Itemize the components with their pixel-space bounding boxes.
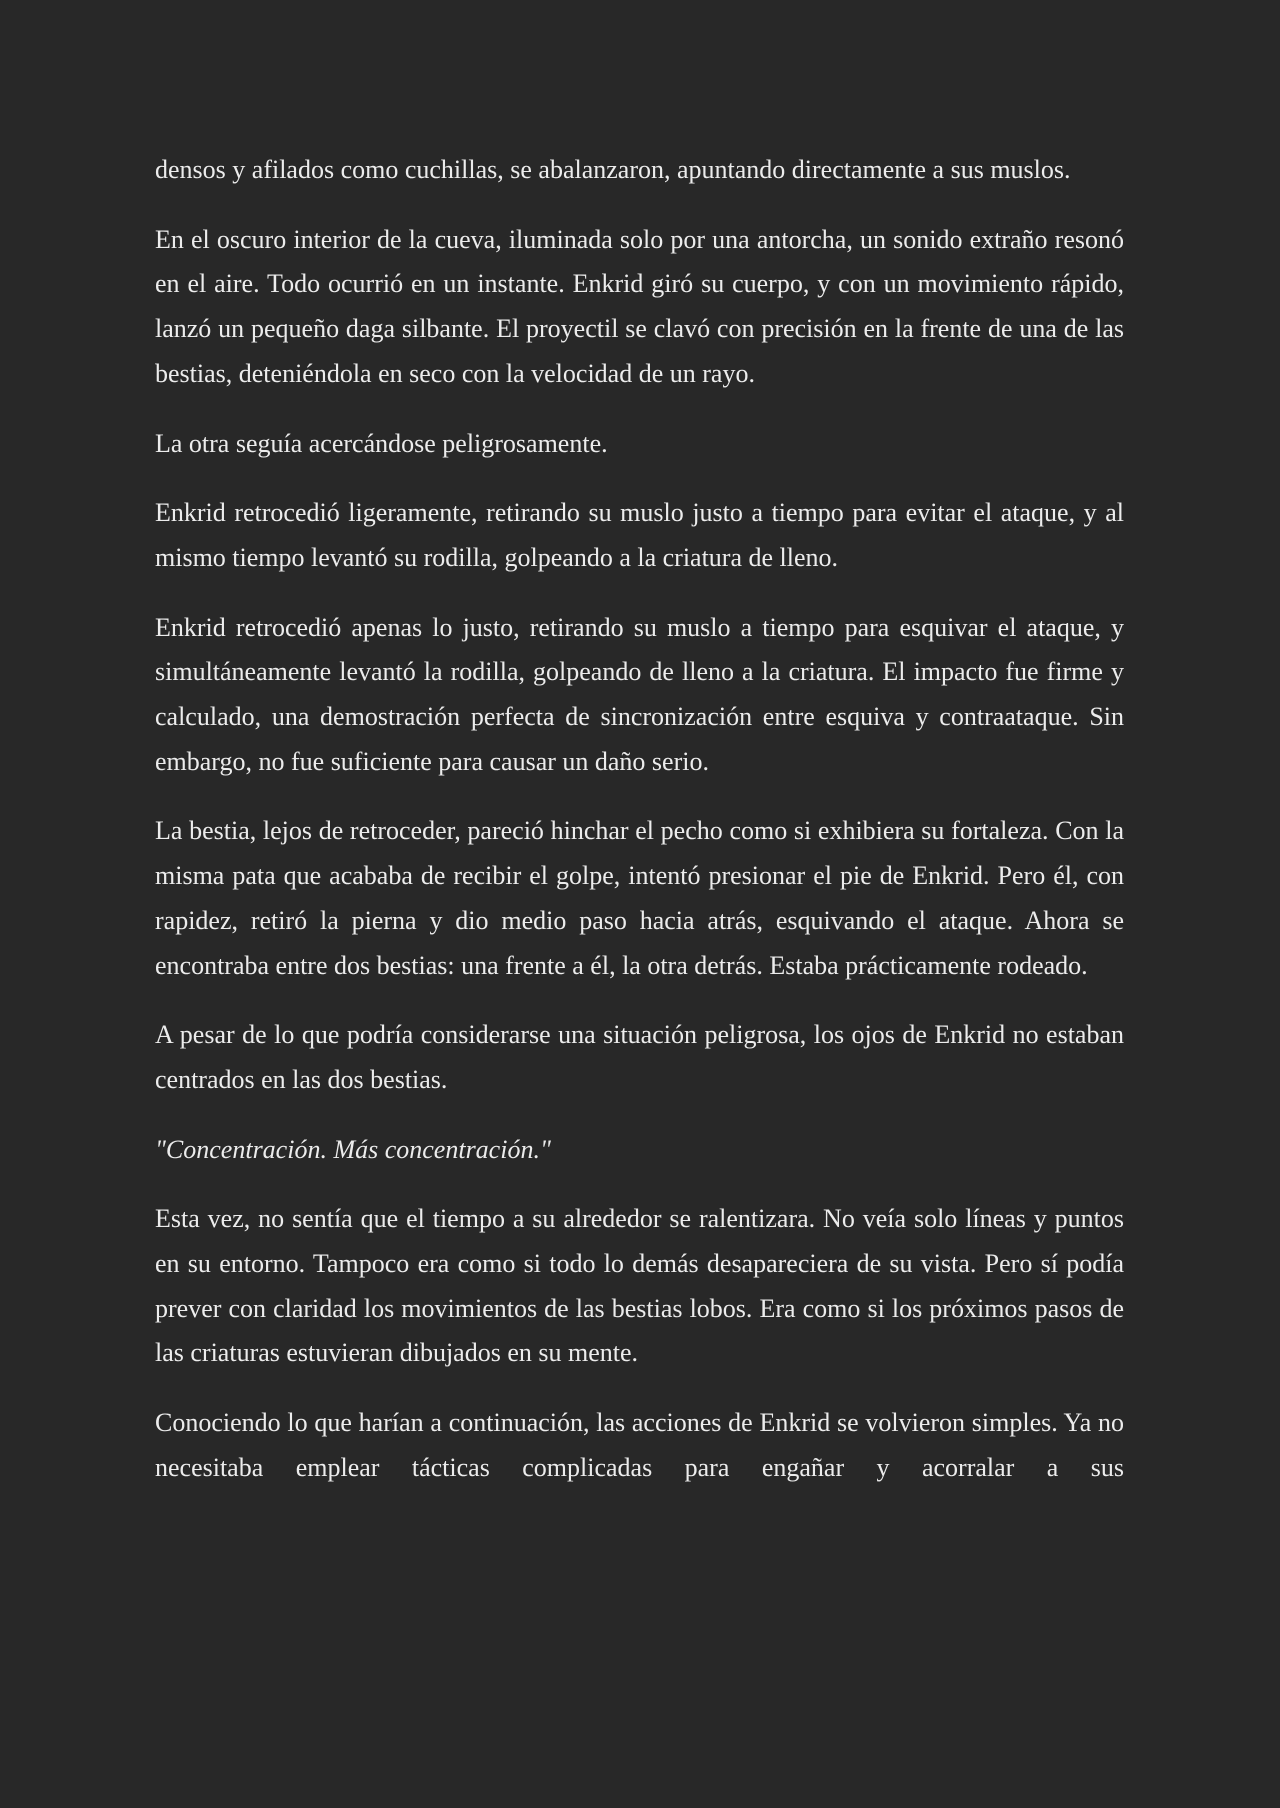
paragraph-2: En el oscuro interior de la cueva, iluminada solo por una antorcha, un sonido extraño resonó en el aire. Todo ocurrió en un instante. Enkrid giró su cuerpo, y con un movimiento rápido, lanzó un pequeño daga silbante. El proyectil se clavó con precisión en la frente de una de las bestias, deteniéndola en seco con la velocidad de un rayo. <box>155 224 1124 388</box>
paragraph-7: A pesar de lo que podría considerarse una situación peligrosa, los ojos de Enkrid no estaban centrados en las dos bestias. <box>155 1020 1124 1094</box>
paragraph-3: La otra seguía acercándose peligrosamente. <box>155 428 608 458</box>
paragraph-4: Enkrid retrocedió ligeramente, retirando su muslo justo a tiempo para evitar el ataque, y al mismo tiempo levantó su rodilla, golpeando a la criatura de lleno. <box>155 498 1124 572</box>
paragraph-10: Conociendo lo que harían a continuación, las acciones de Enkrid se volvieron simples. Ya no necesitaba emplear tácticas complicadas para engañar y acorralar a sus <box>155 1408 1124 1482</box>
paragraph-5: Enkrid retrocedió apenas lo justo, retirando su muslo a tiempo para esquivar el ataque, y simultáneamente levantó la rodilla, golpeando de lleno a la criatura. El impacto fue firme y calculado, una demostración perfecta de sincronización entre esquiva y contraataque. Sin embargo, no fue suficiente para causar un daño serio. <box>155 612 1124 776</box>
inner-thought-quote: "Concentración. Más concentración." <box>155 1134 551 1164</box>
paragraph-9: Esta vez, no sentía que el tiempo a su alrededor se ralentizara. No veía solo líneas y puntos en su entorno. Tampoco era como si todo lo demás desapareciera de su vista. Pero sí podía prever con claridad los movimientos de las bestias lobos. Era como si los próximos pasos de las criaturas estuvieran dibujados en su mente. <box>155 1204 1124 1368</box>
paragraph-1: densos y afilados como cuchillas, se abalanzaron, apuntando directamente a sus muslos. <box>155 155 1071 184</box>
reader-page <box>155 148 1124 1516</box>
paragraph-6: La bestia, lejos de retroceder, pareció hinchar el pecho como si exhibiera su fortaleza. Con la misma pata que acababa de recibir el golpe, intentó presionar el pie de Enkrid. Pero él, con rapidez, retiró la pierna y dio medio paso hacia atrás, esquivando el ataque. Ahora se encontraba entre dos bestias: una frente a él, la otra detrás. Estaba prácticamente rodeado. <box>155 816 1124 980</box>
